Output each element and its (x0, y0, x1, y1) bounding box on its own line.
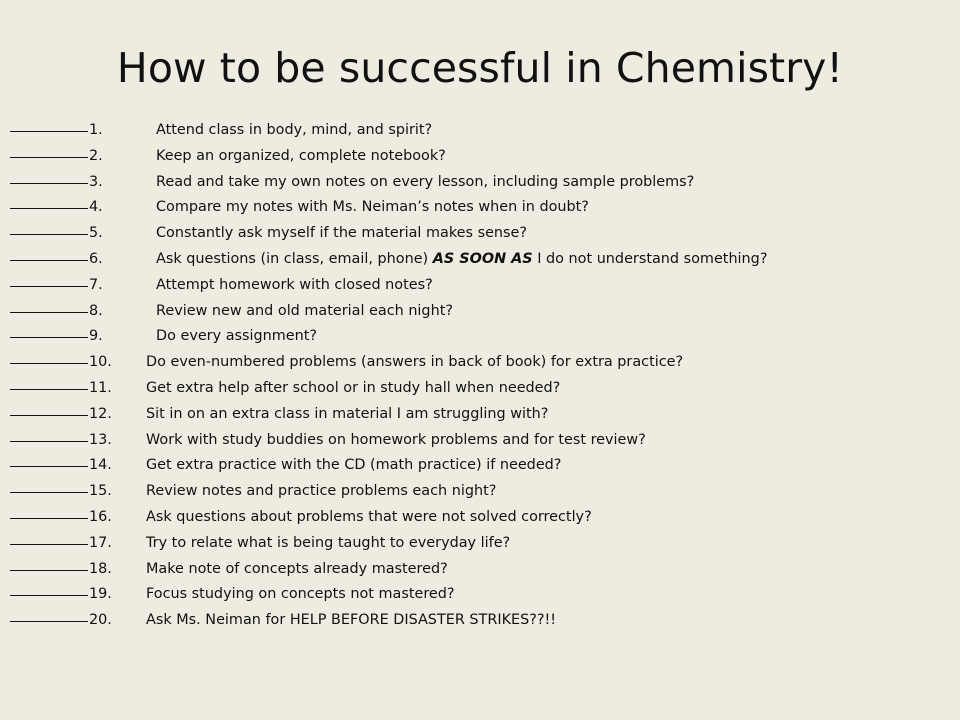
item-text: Review notes and practice problems each night? (146, 483, 497, 500)
item-number: 17. (89, 534, 112, 551)
item-text-after: I do not understand something? (532, 250, 768, 267)
item-text-emphasis: AS SOON AS (432, 250, 533, 267)
answer-blank[interactable] (10, 395, 88, 416)
checklist-item (10, 216, 955, 242)
answer-blank[interactable] (10, 317, 88, 338)
answer-blank[interactable] (10, 550, 88, 571)
item-number: 20. (89, 612, 112, 629)
checklist-item (10, 552, 955, 578)
checklist-item (10, 603, 955, 629)
item-number: 16. (89, 508, 112, 525)
item-number: 1. (89, 122, 103, 138)
answer-blank[interactable] (10, 343, 88, 364)
item-number: 10. (89, 354, 112, 371)
answer-blank[interactable] (10, 524, 88, 545)
item-number: 6. (89, 250, 103, 267)
answer-blank[interactable] (10, 137, 88, 158)
item-text-before: Ask questions (in class, email, phone) (156, 250, 433, 267)
item-number: 3. (89, 173, 103, 190)
item-text: Read and take my own notes on every lesson, including sample problems? (156, 173, 695, 190)
item-text: Do every assignment? (156, 328, 318, 345)
item-text: Constantly ask myself if the material makes sense? (156, 225, 528, 242)
item-text: Get extra practice with the CD (math practice) if needed? (146, 457, 562, 474)
checklist-item (10, 397, 955, 423)
item-text: Work with study buddies on homework problems and for test review? (146, 431, 646, 448)
item-text: Attempt homework with closed notes? (156, 276, 433, 293)
answer-blank[interactable] (10, 369, 88, 390)
item-number: 15. (89, 483, 112, 500)
answer-blank[interactable] (10, 240, 88, 261)
checklist-item (10, 371, 955, 397)
item-number: 18. (89, 560, 112, 577)
answer-blank[interactable] (10, 601, 88, 622)
item-text: Ask Ms. Neiman for HELP BEFORE DISASTER STRIKES??!! (146, 612, 557, 629)
item-number: 2. (89, 147, 103, 164)
checklist-item (10, 526, 955, 552)
item-text: Focus studying on concepts not mastered? (146, 586, 455, 603)
checklist (10, 113, 955, 629)
answer-blank[interactable] (10, 266, 88, 287)
checklist-item (10, 345, 955, 371)
checklist-item (10, 319, 955, 345)
item-text: Do even-numbered problems (answers in back of book) for extra practice? (146, 354, 684, 371)
answer-blank[interactable] (10, 214, 88, 235)
item-number: 5. (89, 225, 103, 242)
item-text: Attend class in body, mind, and spirit? (156, 122, 433, 138)
item-number: 14. (89, 457, 112, 474)
checklist-item (10, 294, 955, 320)
item-text: Ask questions about problems that were not solved correctly? (146, 508, 592, 525)
checklist-item (10, 165, 955, 191)
item-number: 4. (89, 199, 103, 216)
item-text: Get extra help after school or in study hall when needed? (146, 379, 561, 396)
item-text: Compare my notes with Ms. Neiman’s notes when in doubt? (156, 199, 589, 216)
checklist-item (10, 268, 955, 294)
answer-blank[interactable] (10, 446, 88, 467)
answer-blank[interactable] (10, 111, 88, 132)
item-text: Sit in on an extra class in material I am struggling with? (146, 405, 549, 422)
item-text: Keep an organized, complete notebook? (156, 147, 446, 164)
checklist-item (10, 474, 955, 500)
answer-blank[interactable] (10, 292, 88, 313)
item-text: Review new and old material each night? (156, 302, 453, 319)
checklist-item (10, 423, 955, 449)
item-text (156, 251, 767, 267)
item-number: 7. (89, 276, 103, 293)
checklist-item (10, 242, 955, 268)
checklist-item (10, 500, 955, 526)
item-text: Make note of concepts already mastered? (146, 560, 448, 577)
item-number: 9. (89, 328, 103, 345)
answer-blank[interactable] (10, 575, 88, 596)
item-number: 19. (89, 586, 112, 603)
answer-blank[interactable] (10, 472, 88, 493)
checklist-item (10, 577, 955, 603)
item-number: 11. (89, 379, 112, 396)
item-number: 12. (89, 405, 112, 422)
checklist-item (10, 448, 955, 474)
answer-blank[interactable] (10, 421, 88, 442)
answer-blank[interactable] (10, 188, 88, 209)
checklist-item (10, 139, 955, 165)
checklist-item (10, 113, 955, 139)
item-number: 13. (89, 431, 112, 448)
item-number: 8. (89, 302, 103, 319)
slide-title: How to be successful in Chemistry! (116, 44, 844, 92)
checklist-item (10, 190, 955, 216)
answer-blank[interactable] (10, 498, 88, 519)
answer-blank[interactable] (10, 163, 88, 184)
item-text: Try to relate what is being taught to everyday life? (146, 534, 511, 551)
